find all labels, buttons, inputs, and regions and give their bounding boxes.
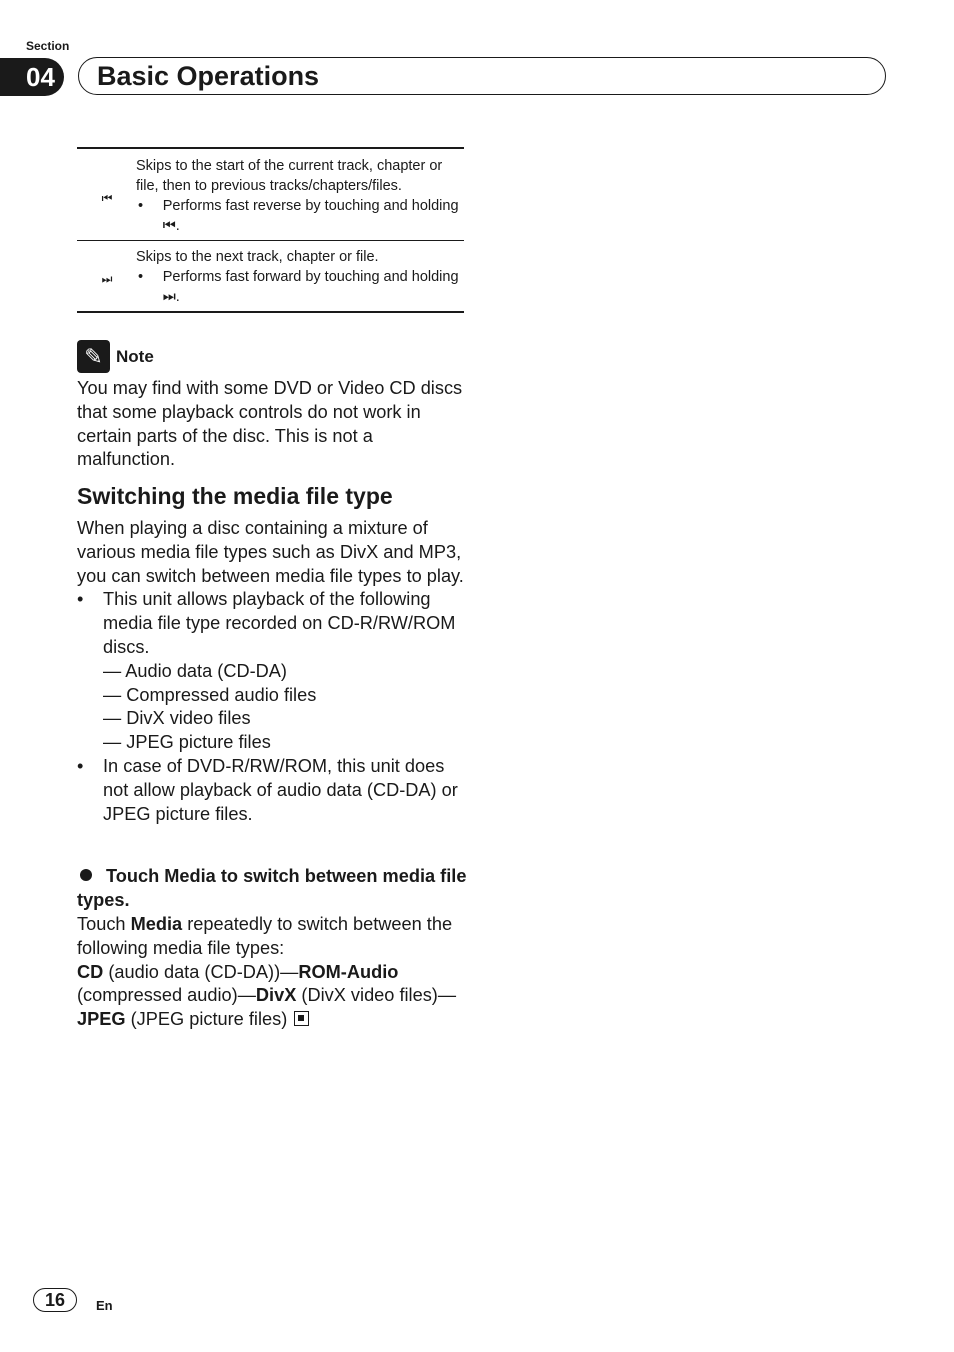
list-item: — DivX video files xyxy=(103,708,251,729)
note-label: Note xyxy=(116,346,154,366)
note-header xyxy=(77,340,154,373)
bullet-icon: • xyxy=(77,755,84,776)
section-label: Section xyxy=(26,39,70,53)
section-heading: Switching the media file type xyxy=(77,483,393,509)
row-description: Skips to the next track, chapter or file. xyxy=(136,249,379,265)
row-bullet: Performs fast forward by touching and holding xyxy=(162,269,459,285)
media-key: Media xyxy=(130,914,183,934)
instruction-step: Touch Media to switch between media file types. xyxy=(77,866,467,910)
row-description: Skips to the start of the current track, chapter or file, then to previous tracks/chapters/files. xyxy=(136,158,443,194)
note-pencil-icon: ✎ xyxy=(77,340,110,373)
end-mark-icon xyxy=(294,1011,309,1026)
bullet-icon: • xyxy=(138,198,144,214)
switching-body xyxy=(77,517,467,826)
mode-divx: DivX xyxy=(255,985,297,1006)
list-item: • In case of DVD-R/RW/ROM, this unit does not allow playback of audio data (CD-DA) or JPEG picture files. xyxy=(77,755,467,826)
controls-table xyxy=(77,147,464,313)
instruction-body: Touch Media repeatedly to switch between the following media file types: CD (audio data (CD-DA))—ROM-Audio (compressed audio)—DivX (DivX video files)—JPEG (JPEG picture files) xyxy=(77,914,457,1030)
row-bullet: Performs fast reverse by touching and holding xyxy=(162,198,459,214)
step-bullet-icon xyxy=(80,869,92,881)
page-title: Basic Operations xyxy=(78,57,886,95)
list-item: — Audio data (CD-DA) xyxy=(103,660,287,681)
section-number: 04 xyxy=(0,58,64,96)
intro-text: When playing a disc containing a mixture of various media file types such as DivX and MP3, you can switch between media file types to play. xyxy=(77,518,464,586)
bullet-icon: • xyxy=(77,589,84,610)
table-row: ⏮ Skips to the start of the current track, chapter or file, then to previous tracks/chapters/files. • Performs fast reverse by touching and holding ⏮. xyxy=(77,149,464,240)
list-item: • This unit allows playback of the following media file type recorded on CD-R/RW/ROM discs. xyxy=(77,588,467,659)
page-number: 16 xyxy=(33,1288,77,1312)
mode-rom-audio: ROM-Audio xyxy=(298,961,399,982)
mode-jpeg: JPEG xyxy=(77,1009,126,1030)
language-label: En xyxy=(96,1298,113,1313)
list-item: — JPEG picture files xyxy=(103,732,271,753)
table-row: ⏭ Skips to the next track, chapter or file. • Performs fast forward by touching and holding ⏭. xyxy=(77,240,464,311)
previous-track-icon: ⏮ xyxy=(162,218,176,234)
previous-track-icon: ⏮ xyxy=(101,191,111,205)
note-text: You may find with some DVD or Video CD discs that some playback controls do not work in certain parts of the disc. This is not a malfunction. xyxy=(77,378,463,470)
list-item: — Compressed audio files xyxy=(103,684,317,705)
mode-cd: CD xyxy=(77,961,104,982)
bullet-icon: • xyxy=(138,269,144,285)
next-track-icon: ⏭ xyxy=(101,272,111,286)
next-track-icon: ⏭ xyxy=(162,289,176,305)
